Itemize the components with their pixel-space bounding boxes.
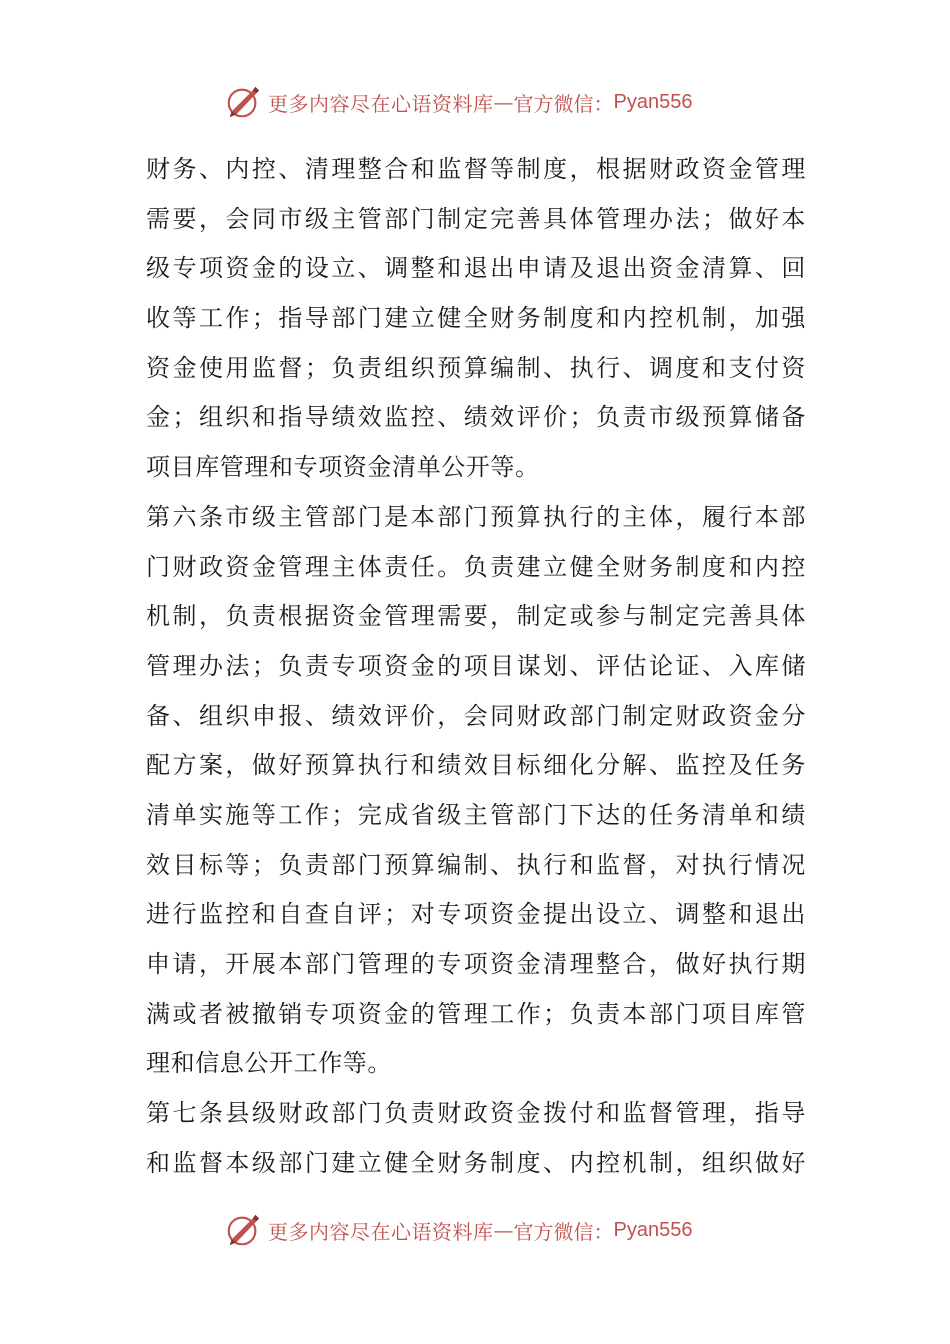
body-line: 财务、内控、清理整合和监督等制度，根据财政资金管理	[146, 155, 806, 183]
body-line: 和监督本级部门建立健全财务制度、内控机制，组织做好	[146, 1148, 806, 1177]
header-watermark	[224, 82, 724, 122]
pen-logo-icon	[224, 83, 262, 121]
body-line: 满或者被撤销专项资金的管理工作；负责本部门项目库管	[146, 999, 806, 1028]
body-line: 清单实施等工作；完成省级主管部门下达的任务清单和绩	[146, 800, 806, 829]
watermark-wechat-id: Pyan556	[613, 1218, 693, 1241]
body-line: 项目库管理和专项资金清单公开等。	[146, 453, 540, 482]
footer-watermark	[224, 1210, 724, 1250]
body-line: 级专项资金的设立、调整和退出申请及退出资金清算、回	[146, 254, 806, 283]
pen-logo-icon	[224, 1211, 262, 1249]
watermark-wechat-label: 官方微信：	[513, 91, 614, 116]
body-line: 门财政资金管理主体责任。负责建立健全财务制度和内控	[146, 552, 806, 581]
body-line: 资金使用监督；负责组织预算编制、执行、调度和支付资	[146, 353, 806, 382]
document-body	[146, 145, 806, 1188]
body-line: 管理办法；负责专项资金的项目谋划、评估论证、入库储	[146, 651, 806, 680]
body-line: 金；组织和指导绩效监控、绩效评价；负责市级预算储备	[146, 403, 806, 432]
watermark-separator: —	[493, 1218, 514, 1242]
body-line: 机制，负责根据资金管理需要，制定或参与制定完善具体	[146, 602, 806, 631]
watermark-wechat-id: Pyan556	[613, 90, 693, 113]
body-line: 备、组织申报、绩效评价，会同财政部门制定财政资金分	[146, 701, 806, 730]
body-line: 收等工作；指导部门建立健全财务制度和内控机制，加强	[146, 304, 806, 333]
body-line: 效目标等；负责部门预算编制、执行和监督，对执行情况	[146, 850, 806, 879]
body-line: 配方案，做好预算执行和绩效目标细化分解、监控及任务	[146, 751, 806, 780]
watermark-text: 更多内容尽在心语资料库	[268, 91, 494, 116]
body-line: 第六条市级主管部门是本部门预算执行的主体，履行本部	[146, 502, 806, 531]
watermark-text: 更多内容尽在心语资料库	[268, 1219, 494, 1244]
body-line: 申请，开展本部门管理的专项资金清理整合，做好执行期	[146, 950, 806, 978]
body-line: 进行监控和自查自评；对专项资金提出设立、调整和退出	[146, 900, 806, 929]
body-line: 第七条县级财政部门负责财政资金拨付和监督管理，指导	[146, 1099, 806, 1128]
body-line: 需要，会同市级主管部门制定完善具体管理办法；做好本	[146, 204, 806, 233]
watermark-wechat-label: 官方微信：	[513, 1219, 614, 1244]
watermark-separator: —	[493, 90, 514, 114]
body-line: 理和信息公开工作等。	[146, 1049, 392, 1078]
